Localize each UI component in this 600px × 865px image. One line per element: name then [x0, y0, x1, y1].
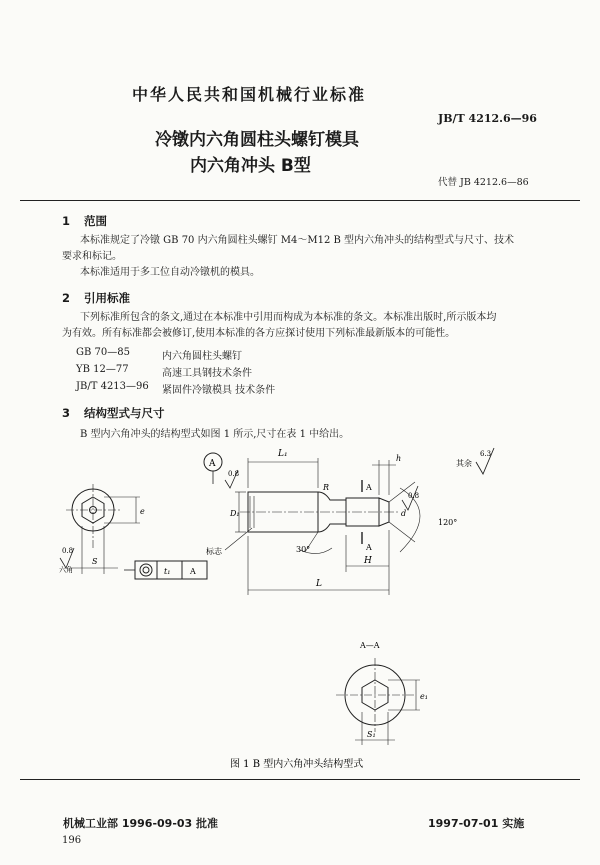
ref-name: 紧固件冷镦模具 技术条件	[162, 385, 276, 396]
dim-L: L	[316, 579, 322, 589]
section-1-para1b: 要求和标记。	[62, 251, 122, 262]
section-1-title: 范围	[84, 214, 107, 228]
dim-R: R	[323, 483, 330, 492]
replaces-standard: 代替 JB 4212.6—86	[438, 177, 529, 188]
document-title-line2: 内六角冲头 B型	[190, 156, 311, 176]
dim-e: e	[140, 507, 145, 516]
dim-S: S	[92, 557, 98, 566]
rough-left-label: 0.8	[62, 547, 74, 555]
section-3-title: 结构型式与尺寸	[84, 406, 165, 420]
dim-S1: S₁	[367, 730, 376, 739]
dim-h: h	[396, 454, 402, 463]
document-title-line1: 冷镦内六角圆柱头螺钉模具	[155, 130, 359, 150]
ref-code: GB 70—85	[76, 347, 130, 358]
angle-30: 30°	[296, 545, 311, 554]
footer-rule	[20, 779, 580, 780]
section-2-para1b: 为有效。所有标准都会被修订,使用本标准的各方应探讨使用下列标准最新版本的可能性。	[62, 328, 456, 339]
standard-organization: 中华人民共和国机械行业标准	[132, 85, 367, 104]
rest-rough-label: 6.3	[480, 450, 492, 458]
ref-code: JB/T 4213—96	[76, 381, 149, 392]
section-2-number: 2	[62, 291, 71, 305]
ref-code: YB 12—77	[76, 364, 129, 375]
punch-technical-drawing	[0, 440, 600, 775]
six-corner-label: 六角	[59, 566, 73, 574]
section-3-number: 3	[62, 406, 71, 420]
roughness-label: 0.8	[228, 470, 240, 478]
section-1-number: 1	[62, 214, 71, 228]
implementation-date: 1997-07-01 实施	[428, 817, 525, 830]
section-mark-top: A	[366, 483, 372, 492]
mark-label: 标志	[206, 547, 222, 556]
page-number: 196	[62, 835, 82, 846]
section-2-title: 引用标准	[84, 291, 130, 305]
figure-caption: 图 1 B 型内六角冲头结构型式	[230, 759, 364, 770]
rough-tip-label: 0.8	[408, 492, 420, 500]
ref-name: 高速工具钢技术条件	[162, 368, 252, 379]
dim-D1: D₁	[230, 509, 240, 518]
ref-name: 内六角圆柱头螺钉	[162, 351, 242, 362]
dim-L1: L₁	[278, 449, 288, 459]
rest-label: 其余	[456, 459, 472, 468]
tol-value: t₁	[164, 567, 171, 576]
section-1-para2: 本标准适用于多工位自动冷镦机的模具。	[80, 267, 260, 278]
angle-120: 120°	[438, 518, 458, 527]
dim-H: H	[364, 556, 372, 566]
section-title: A—A	[360, 641, 380, 650]
dim-d: d	[401, 509, 407, 518]
standard-code: JB/T 4212.6—96	[438, 112, 537, 125]
section-3-para1: B 型内六角冲头的结构型式如图 1 所示,尺寸在表 1 中给出。	[80, 429, 350, 440]
tol-datum: A	[190, 567, 196, 576]
datum-label: A	[209, 459, 216, 469]
section-2-heading	[62, 290, 130, 306]
section-3-heading	[62, 405, 165, 421]
section-2-para1a: 下列标准所包含的条文,通过在本标准中引用而构成为本标准的条文。本标准出版时,所示版本均	[80, 312, 497, 323]
section-1-heading	[62, 213, 107, 229]
approval-date: 机械工业部 1996-09-03 批准	[63, 817, 219, 830]
section-1-para1a: 本标准规定了冷镦 GB 70 内六角圆柱头螺钉 M4～M12 B 型内六角冲头的结构型式与尺寸、技术	[80, 235, 515, 246]
header-rule	[20, 200, 580, 201]
dim-e1: e₁	[420, 692, 428, 701]
section-mark-bottom: A	[366, 543, 372, 552]
